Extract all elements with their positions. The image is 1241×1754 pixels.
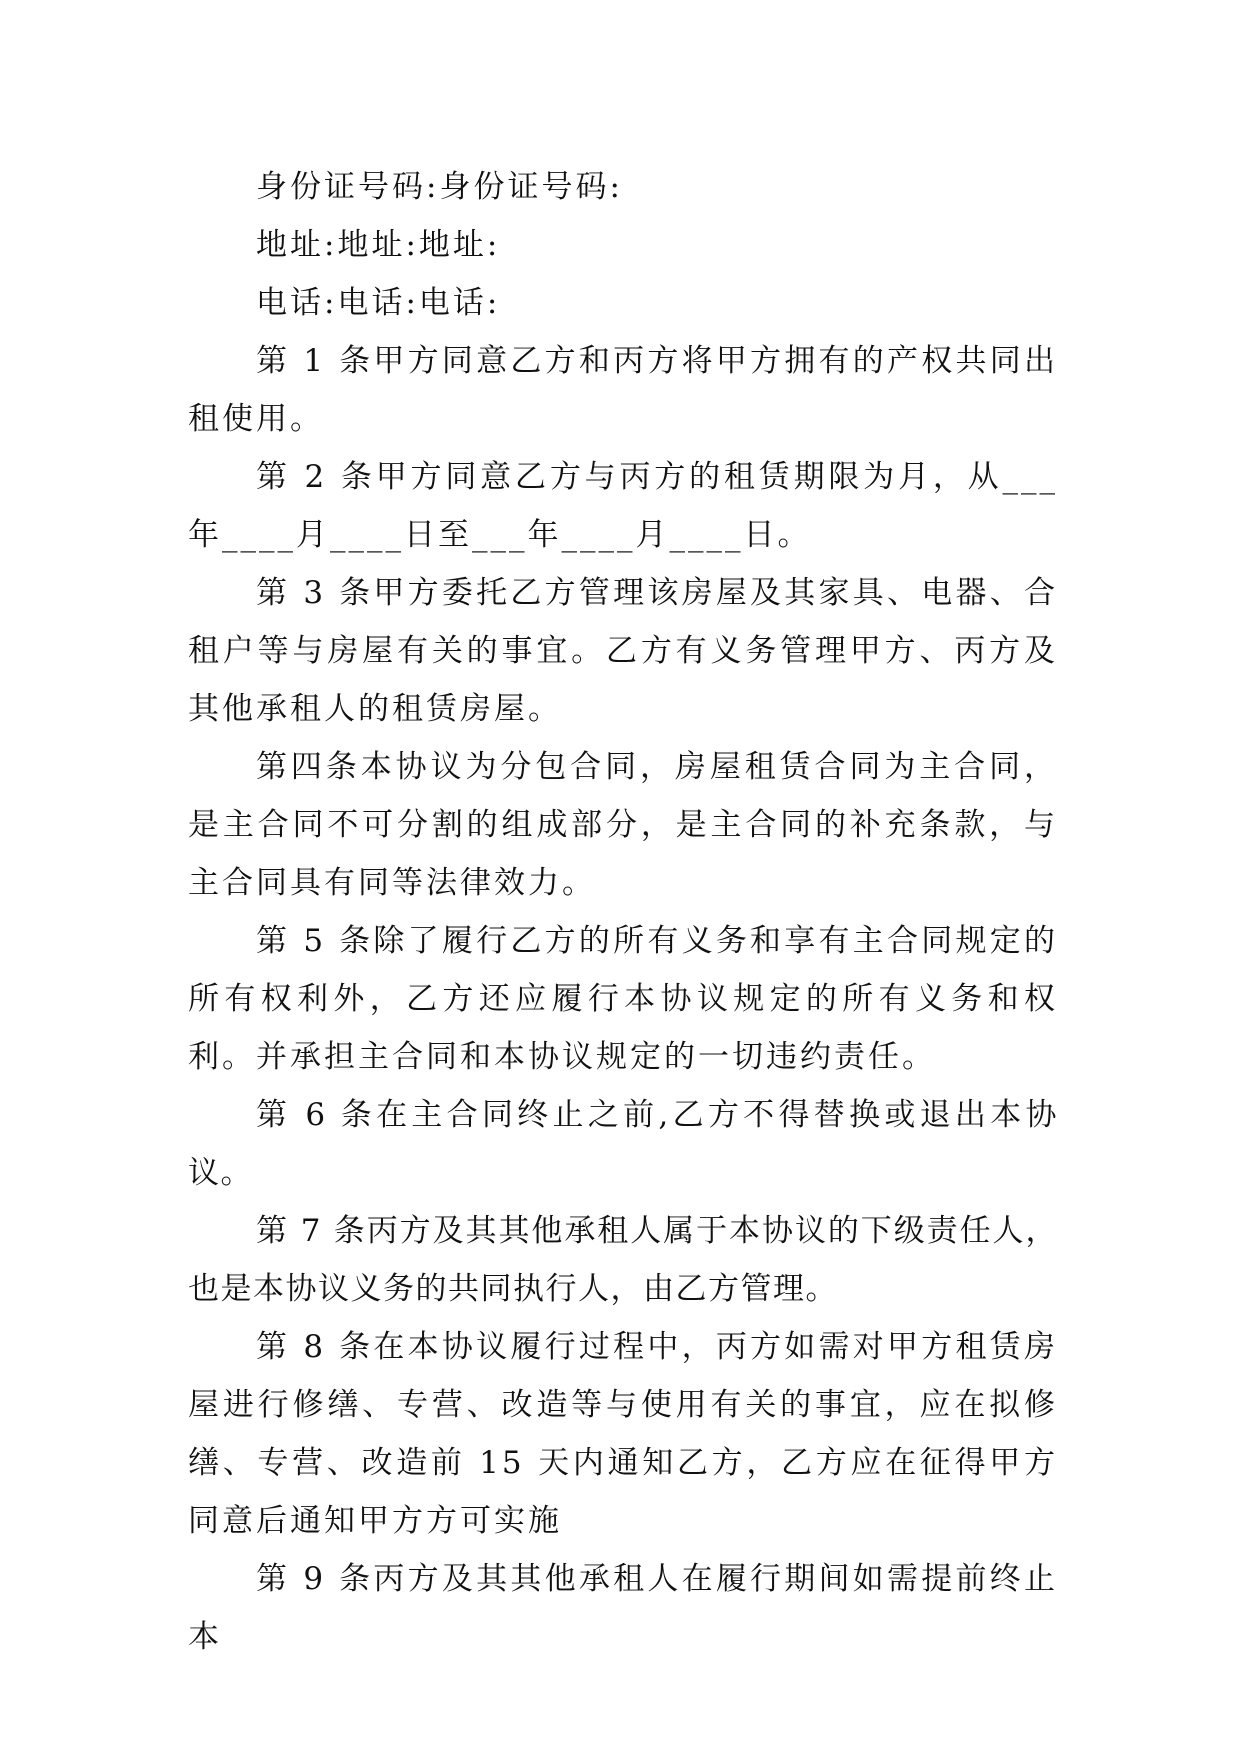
id-number-line: 身份证号码:身份证号码: <box>256 169 623 205</box>
address-line: 地址:地址:地址: <box>256 227 501 263</box>
article-9: 第 9 条丙方及其其他承租人在履行期间如需提前终止本 <box>188 1561 1058 1655</box>
article-2: 第 2 条甲方同意乙方与丙方的租赁期限为月，从___年____月____日至___年____月____日。 <box>188 459 1058 553</box>
article-4: 第四条本协议为分包合同，房屋租赁合同为主合同，是主合同不可分割的组成部分，是主合同的补充条款，与主合同具有同等法律效力。 <box>188 749 1058 901</box>
article-5: 第 5 条除了履行乙方的所有义务和享有主合同规定的所有权利外，乙方还应履行本协议规定的所有义务和权利。并承担主合同和本协议规定的一切违约责任。 <box>188 923 1058 1075</box>
document-body <box>188 158 1058 1666</box>
article-1: 第 1 条甲方同意乙方和丙方将甲方拥有的产权共同出租使用。 <box>188 343 1058 437</box>
article-7: 第 7 条丙方及其其他承租人属于本协议的下级责任人，也是本协议义务的共同执行人，由乙方管理。 <box>188 1213 1058 1307</box>
article-3: 第 3 条甲方委托乙方管理该房屋及其家具、电器、合租户等与房屋有关的事宜。乙方有义务管理甲方、丙方及其他承租人的租赁房屋。 <box>188 575 1058 727</box>
article-6: 第 6 条在主合同终止之前,乙方不得替换或退出本协议。 <box>188 1097 1058 1191</box>
article-8: 第 8 条在本协议履行过程中，丙方如需对甲方租赁房屋进行修缮、专营、改造等与使用有关的事宜，应在拟修缮、专营、改造前 15 天内通知乙方，乙方应在征得甲方同意后通知甲方方可实施 <box>188 1329 1058 1539</box>
phone-line: 电话:电话:电话: <box>256 285 501 321</box>
